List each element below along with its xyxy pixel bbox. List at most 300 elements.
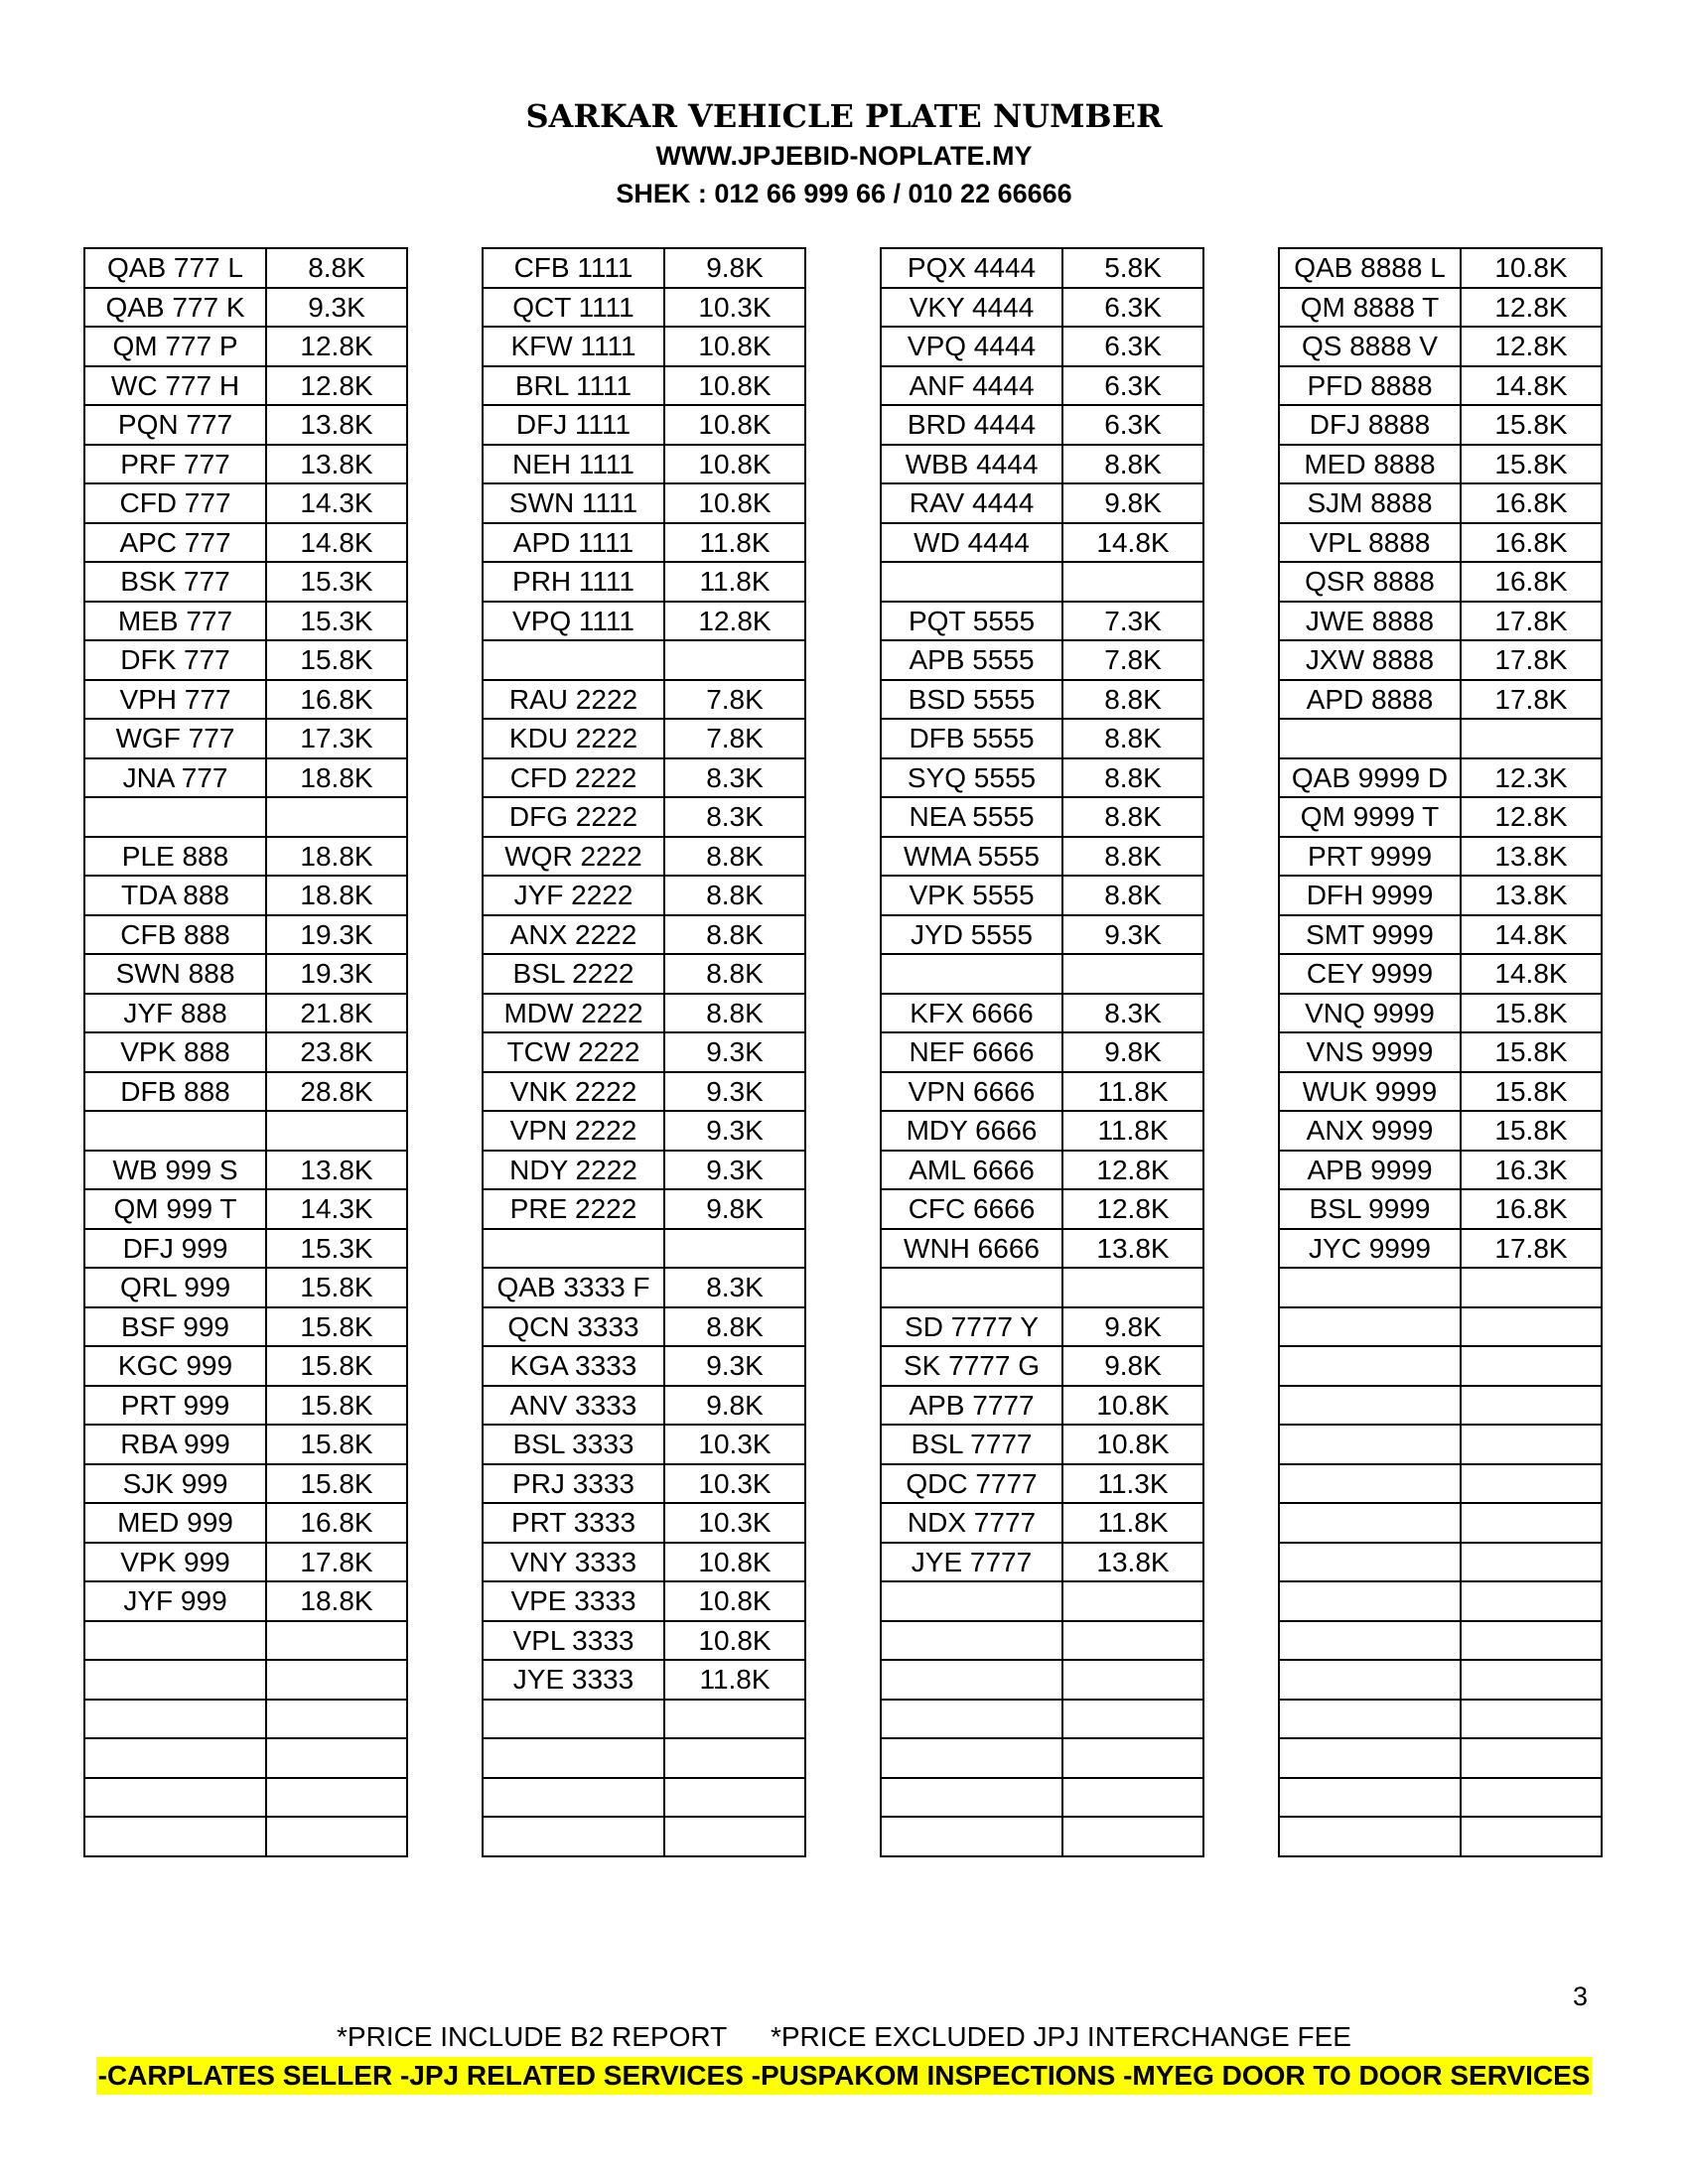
plate-number-cell: WUK 9999 — [1279, 1072, 1461, 1112]
price-cell: 17.8K — [266, 1543, 407, 1582]
plate-number-cell — [483, 1778, 664, 1818]
table-row — [881, 1543, 1203, 1582]
plate-number-cell: SYQ 5555 — [881, 758, 1062, 798]
plate-number-cell: MDW 2222 — [483, 994, 664, 1033]
plate-number-cell: WGF 777 — [84, 719, 266, 758]
plate-number-cell: JYC 9999 — [1279, 1229, 1461, 1269]
price-cell — [664, 1700, 805, 1739]
plate-number-cell — [483, 1700, 664, 1739]
plate-number-cell: VNQ 9999 — [1279, 994, 1461, 1033]
plate-number-cell: QAB 777 L — [84, 248, 266, 288]
price-cell: 18.8K — [266, 1581, 407, 1621]
table-row — [84, 640, 407, 680]
price-cell: 9.3K — [664, 1111, 805, 1151]
price-cell: 5.8K — [1062, 248, 1203, 288]
price-cell: 10.8K — [664, 327, 805, 366]
plate-number-cell: PRF 777 — [84, 445, 266, 484]
price-cell: 14.8K — [1461, 954, 1602, 994]
price-cell: 8.8K — [664, 915, 805, 955]
table-row — [1279, 1032, 1602, 1072]
table-row — [84, 405, 407, 445]
price-cell: 12.8K — [1062, 1151, 1203, 1190]
price-cell: 10.8K — [664, 483, 805, 523]
plate-number-cell: WBB 4444 — [881, 445, 1062, 484]
table-row — [1279, 876, 1602, 915]
plate-number-cell — [483, 640, 664, 680]
price-cell: 9.3K — [664, 1151, 805, 1190]
price-cell — [1461, 1660, 1602, 1700]
price-cell — [1461, 1621, 1602, 1661]
table-row — [483, 523, 805, 563]
price-cell: 13.8K — [1062, 1229, 1203, 1269]
plate-number-cell: VPK 999 — [84, 1543, 266, 1582]
price-cell: 9.8K — [664, 1189, 805, 1229]
price-cell: 16.3K — [1461, 1151, 1602, 1190]
plate-number-cell: WC 777 H — [84, 366, 266, 406]
plate-number-cell: QAB 9999 D — [1279, 758, 1461, 798]
table-row — [1279, 1072, 1602, 1112]
plate-number-cell: APB 9999 — [1279, 1151, 1461, 1190]
plate-number-cell: QCT 1111 — [483, 288, 664, 328]
price-cell: 7.8K — [1062, 640, 1203, 680]
table-row — [483, 1700, 805, 1739]
table-row — [483, 1660, 805, 1700]
price-cell — [1062, 1660, 1203, 1700]
price-cell — [1062, 1621, 1203, 1661]
price-cell: 21.8K — [266, 994, 407, 1033]
price-cell — [266, 1738, 407, 1778]
table-row — [84, 1111, 407, 1151]
price-cell: 15.8K — [1461, 405, 1602, 445]
plate-number-cell: KDU 2222 — [483, 719, 664, 758]
price-cell: 14.8K — [1461, 915, 1602, 955]
price-cell: 13.8K — [266, 445, 407, 484]
plate-tables-area — [83, 247, 1609, 1940]
price-cell — [1062, 1738, 1203, 1778]
price-cell: 13.8K — [266, 405, 407, 445]
price-cell: 6.3K — [1062, 405, 1203, 445]
price-cell: 12.8K — [1062, 1189, 1203, 1229]
table-row — [881, 327, 1203, 366]
price-cell: 17.8K — [1461, 602, 1602, 641]
plate-number-cell: JNA 777 — [84, 758, 266, 798]
price-cell: 12.8K — [1461, 327, 1602, 366]
table-row — [1279, 562, 1602, 602]
price-cell: 8.8K — [664, 994, 805, 1033]
table-row — [84, 1307, 407, 1347]
table-row — [84, 483, 407, 523]
plate-number-cell: QAB 8888 L — [1279, 248, 1461, 288]
plate-number-cell: ANF 4444 — [881, 366, 1062, 406]
plate-number-cell: DFB 5555 — [881, 719, 1062, 758]
table-row — [84, 523, 407, 563]
plate-number-cell: VPN 6666 — [881, 1072, 1062, 1112]
plate-number-cell: MED 999 — [84, 1503, 266, 1543]
price-cell — [266, 1778, 407, 1818]
plate-number-cell: QRL 999 — [84, 1268, 266, 1307]
price-cell: 17.8K — [1461, 1229, 1602, 1269]
table-row — [1279, 758, 1602, 798]
plate-number-cell: PRE 2222 — [483, 1189, 664, 1229]
plate-number-cell: PRH 1111 — [483, 562, 664, 602]
price-cell — [1461, 1778, 1602, 1818]
price-cell — [1461, 1738, 1602, 1778]
plate-number-cell: DFG 2222 — [483, 797, 664, 837]
plate-number-cell: JYF 999 — [84, 1581, 266, 1621]
price-cell: 9.8K — [664, 1386, 805, 1426]
table-row — [881, 405, 1203, 445]
price-cell — [664, 1229, 805, 1269]
price-cell: 10.3K — [664, 1464, 805, 1504]
table-row — [483, 680, 805, 720]
plate-number-cell: PQT 5555 — [881, 602, 1062, 641]
plate-table-2 — [482, 247, 806, 1857]
table-row — [84, 1778, 407, 1818]
table-row — [881, 1268, 1203, 1307]
plate-number-cell — [1279, 719, 1461, 758]
table-row — [1279, 1543, 1602, 1582]
price-cell: 9.3K — [664, 1072, 805, 1112]
plate-number-cell: APD 1111 — [483, 523, 664, 563]
table-row — [881, 1151, 1203, 1190]
price-cell — [266, 797, 407, 837]
price-cell: 8.8K — [664, 954, 805, 994]
table-row — [84, 1581, 407, 1621]
price-cell — [664, 1817, 805, 1856]
price-cell: 11.3K — [1062, 1464, 1203, 1504]
plate-number-cell — [881, 1621, 1062, 1661]
plate-number-cell: APD 8888 — [1279, 680, 1461, 720]
table-row — [1279, 1268, 1602, 1307]
table-row — [84, 1660, 407, 1700]
plate-number-cell — [1279, 1543, 1461, 1582]
table-row — [483, 1621, 805, 1661]
table-row — [881, 1032, 1203, 1072]
plate-number-cell: JWE 8888 — [1279, 602, 1461, 641]
price-cell: 15.8K — [266, 1425, 407, 1464]
price-notes — [0, 2019, 1688, 2055]
price-cell: 14.3K — [266, 483, 407, 523]
plate-number-cell: KGA 3333 — [483, 1346, 664, 1386]
price-cell: 8.8K — [664, 1307, 805, 1347]
plate-number-cell: NEH 1111 — [483, 445, 664, 484]
plate-number-cell: DFJ 8888 — [1279, 405, 1461, 445]
table-row — [84, 758, 407, 798]
price-cell: 8.3K — [664, 797, 805, 837]
price-cell: 15.3K — [266, 602, 407, 641]
table-row — [1279, 602, 1602, 641]
price-cell: 17.8K — [1461, 680, 1602, 720]
table-row — [1279, 915, 1602, 955]
table-row — [881, 1700, 1203, 1739]
table-row — [483, 876, 805, 915]
plate-table-3 — [880, 247, 1204, 1857]
price-cell: 8.8K — [1062, 445, 1203, 484]
price-cell: 6.3K — [1062, 288, 1203, 328]
plate-number-cell: MED 8888 — [1279, 445, 1461, 484]
price-cell: 8.3K — [664, 1268, 805, 1307]
plate-table-4 — [1278, 247, 1603, 1857]
plate-number-cell: BSL 3333 — [483, 1425, 664, 1464]
table-row — [84, 1268, 407, 1307]
price-cell — [266, 1817, 407, 1856]
price-cell — [1461, 1307, 1602, 1347]
table-row — [483, 954, 805, 994]
table-row — [84, 954, 407, 994]
price-cell: 10.8K — [1062, 1425, 1203, 1464]
plate-number-cell: MDY 6666 — [881, 1111, 1062, 1151]
table-row — [881, 1189, 1203, 1229]
table-row — [483, 288, 805, 328]
plate-number-cell — [881, 1581, 1062, 1621]
plate-number-cell: NEA 5555 — [881, 797, 1062, 837]
plate-number-cell: NDX 7777 — [881, 1503, 1062, 1543]
table-row — [483, 1817, 805, 1856]
table-row — [483, 1111, 805, 1151]
price-cell — [1062, 1778, 1203, 1818]
table-row — [1279, 1386, 1602, 1426]
table-row — [1279, 248, 1602, 288]
price-cell: 9.8K — [1062, 1307, 1203, 1347]
plate-number-cell: NEF 6666 — [881, 1032, 1062, 1072]
price-cell: 13.8K — [1062, 1543, 1203, 1582]
table-row — [483, 1581, 805, 1621]
table-row — [881, 483, 1203, 523]
table-row — [84, 366, 407, 406]
table-row — [881, 758, 1203, 798]
table-row — [1279, 640, 1602, 680]
table-row — [881, 837, 1203, 877]
table-row — [84, 1621, 407, 1661]
table-row — [483, 1464, 805, 1504]
plate-number-cell — [1279, 1503, 1461, 1543]
plate-number-cell: CEY 9999 — [1279, 954, 1461, 994]
plate-number-cell: APB 5555 — [881, 640, 1062, 680]
table-row — [881, 640, 1203, 680]
table-row — [1279, 680, 1602, 720]
price-cell: 16.8K — [266, 680, 407, 720]
table-row — [483, 1072, 805, 1112]
price-cell: 14.8K — [1461, 366, 1602, 406]
plate-number-cell: SJM 8888 — [1279, 483, 1461, 523]
table-row — [483, 1346, 805, 1386]
document-header — [0, 95, 1688, 212]
table-row — [84, 994, 407, 1033]
plate-number-cell: JYD 5555 — [881, 915, 1062, 955]
plate-number-cell — [1279, 1346, 1461, 1386]
table-row — [1279, 1660, 1602, 1700]
plate-number-cell: WNH 6666 — [881, 1229, 1062, 1269]
table-row — [483, 1778, 805, 1818]
plate-number-cell: QM 9999 T — [1279, 797, 1461, 837]
plate-number-cell — [1279, 1778, 1461, 1818]
price-cell — [664, 1778, 805, 1818]
plate-number-cell: RAU 2222 — [483, 680, 664, 720]
table-row — [483, 1189, 805, 1229]
services-banner — [0, 2057, 1688, 2095]
table-row — [1279, 1346, 1602, 1386]
table-row — [1279, 1503, 1602, 1543]
plate-number-cell: ANX 2222 — [483, 915, 664, 955]
price-cell: 8.3K — [1062, 994, 1203, 1033]
price-cell: 16.8K — [1461, 483, 1602, 523]
plate-number-cell — [1279, 1386, 1461, 1426]
table-row — [881, 366, 1203, 406]
price-cell: 28.8K — [266, 1072, 407, 1112]
table-row — [1279, 797, 1602, 837]
price-cell — [1062, 1700, 1203, 1739]
table-row — [84, 1543, 407, 1582]
plate-number-cell: ANX 9999 — [1279, 1111, 1461, 1151]
table-row — [881, 1072, 1203, 1112]
price-cell: 16.8K — [1461, 562, 1602, 602]
plate-number-cell: DFJ 999 — [84, 1229, 266, 1269]
price-cell: 12.8K — [266, 327, 407, 366]
plate-number-cell — [881, 1268, 1062, 1307]
table-row — [881, 1386, 1203, 1426]
plate-number-cell: PFD 8888 — [1279, 366, 1461, 406]
plate-number-cell: VNS 9999 — [1279, 1032, 1461, 1072]
table-row — [881, 445, 1203, 484]
table-row — [84, 1072, 407, 1112]
table-row — [84, 1817, 407, 1856]
plate-number-cell: PQX 4444 — [881, 248, 1062, 288]
table-row — [483, 1151, 805, 1190]
table-row — [84, 1386, 407, 1426]
table-row — [881, 1778, 1203, 1818]
price-cell: 23.8K — [266, 1032, 407, 1072]
plate-number-cell: KGC 999 — [84, 1346, 266, 1386]
price-cell — [1461, 1425, 1602, 1464]
price-cell: 17.3K — [266, 719, 407, 758]
plate-number-cell: QSR 8888 — [1279, 562, 1461, 602]
plate-number-cell: JYF 888 — [84, 994, 266, 1033]
price-cell: 9.8K — [664, 248, 805, 288]
price-cell: 8.8K — [266, 248, 407, 288]
plate-number-cell: SWN 1111 — [483, 483, 664, 523]
plate-number-cell: CFB 1111 — [483, 248, 664, 288]
price-cell: 15.3K — [266, 562, 407, 602]
table-row — [84, 1189, 407, 1229]
plate-number-cell: CFD 2222 — [483, 758, 664, 798]
table-row — [483, 719, 805, 758]
price-cell — [266, 1621, 407, 1661]
plate-number-cell — [1279, 1268, 1461, 1307]
plate-number-cell: JXW 8888 — [1279, 640, 1461, 680]
table-row — [1279, 1621, 1602, 1661]
price-cell: 8.8K — [1062, 876, 1203, 915]
price-cell: 15.8K — [266, 640, 407, 680]
plate-number-cell: VPH 777 — [84, 680, 266, 720]
price-cell: 9.8K — [1062, 1346, 1203, 1386]
price-cell: 9.3K — [664, 1032, 805, 1072]
table-row — [84, 602, 407, 641]
price-cell: 11.8K — [664, 562, 805, 602]
plate-number-cell: VNY 3333 — [483, 1543, 664, 1582]
price-cell — [1461, 1346, 1602, 1386]
plate-number-cell: BSL 9999 — [1279, 1189, 1461, 1229]
table-row — [483, 1503, 805, 1543]
price-cell: 15.8K — [266, 1307, 407, 1347]
price-cell: 15.8K — [1461, 1111, 1602, 1151]
plate-number-cell — [881, 1778, 1062, 1818]
table-row — [483, 758, 805, 798]
table-row — [483, 483, 805, 523]
plate-number-cell: KFW 1111 — [483, 327, 664, 366]
price-note-interchange-fee: *PRICE EXCLUDED JPJ INTERCHANGE FEE — [770, 2021, 1351, 2052]
table-row — [1279, 994, 1602, 1033]
plate-number-cell: SWN 888 — [84, 954, 266, 994]
table-row — [84, 680, 407, 720]
price-cell: 14.3K — [266, 1189, 407, 1229]
plate-number-cell — [1279, 1817, 1461, 1856]
plate-number-cell: PLE 888 — [84, 837, 266, 877]
plate-number-cell: QM 777 P — [84, 327, 266, 366]
plate-number-cell: VPQ 1111 — [483, 602, 664, 641]
price-cell: 7.8K — [664, 719, 805, 758]
table-row — [84, 1464, 407, 1504]
table-row — [881, 797, 1203, 837]
plate-number-cell: BSK 777 — [84, 562, 266, 602]
plate-number-cell: VPQ 4444 — [881, 327, 1062, 366]
price-cell — [1062, 562, 1203, 602]
plate-number-cell: VPN 2222 — [483, 1111, 664, 1151]
table-row — [881, 1229, 1203, 1269]
table-row — [483, 837, 805, 877]
table-row — [84, 1503, 407, 1543]
table-row — [1279, 1151, 1602, 1190]
price-cell: 15.8K — [1461, 1032, 1602, 1072]
table-row — [1279, 1307, 1602, 1347]
price-cell — [1461, 1464, 1602, 1504]
plate-number-cell — [881, 1660, 1062, 1700]
plate-number-cell: JYE 3333 — [483, 1660, 664, 1700]
table-row — [881, 1425, 1203, 1464]
plate-number-cell — [84, 1817, 266, 1856]
table-row — [84, 327, 407, 366]
plate-number-cell: WB 999 S — [84, 1151, 266, 1190]
plate-number-cell: QM 999 T — [84, 1189, 266, 1229]
plate-number-cell — [84, 797, 266, 837]
plate-number-cell: CFB 888 — [84, 915, 266, 955]
price-cell: 19.3K — [266, 954, 407, 994]
table-row — [483, 1032, 805, 1072]
plate-number-cell — [1279, 1581, 1461, 1621]
plate-number-cell — [1279, 1621, 1461, 1661]
table-row — [1279, 366, 1602, 406]
table-row — [483, 366, 805, 406]
table-row — [1279, 1581, 1602, 1621]
table-row — [483, 1543, 805, 1582]
price-cell — [1461, 1817, 1602, 1856]
plate-number-cell: PRJ 3333 — [483, 1464, 664, 1504]
plate-number-cell — [1279, 1464, 1461, 1504]
plate-number-cell: DFB 888 — [84, 1072, 266, 1112]
price-cell: 8.8K — [664, 876, 805, 915]
price-note-b2-report: *PRICE INCLUDE B2 REPORT — [337, 2021, 728, 2052]
table-row — [483, 1425, 805, 1464]
price-cell: 15.3K — [266, 1229, 407, 1269]
plate-number-cell: VKY 4444 — [881, 288, 1062, 328]
price-cell — [1461, 1503, 1602, 1543]
plate-number-cell: CFD 777 — [84, 483, 266, 523]
table-row — [1279, 1700, 1602, 1739]
contact-text: SHEK : 012 66 999 66 / 010 22 66666 — [616, 179, 1072, 208]
table-row — [1279, 288, 1602, 328]
plate-number-cell: VPL 8888 — [1279, 523, 1461, 563]
table-row — [881, 915, 1203, 955]
table-row — [881, 523, 1203, 563]
